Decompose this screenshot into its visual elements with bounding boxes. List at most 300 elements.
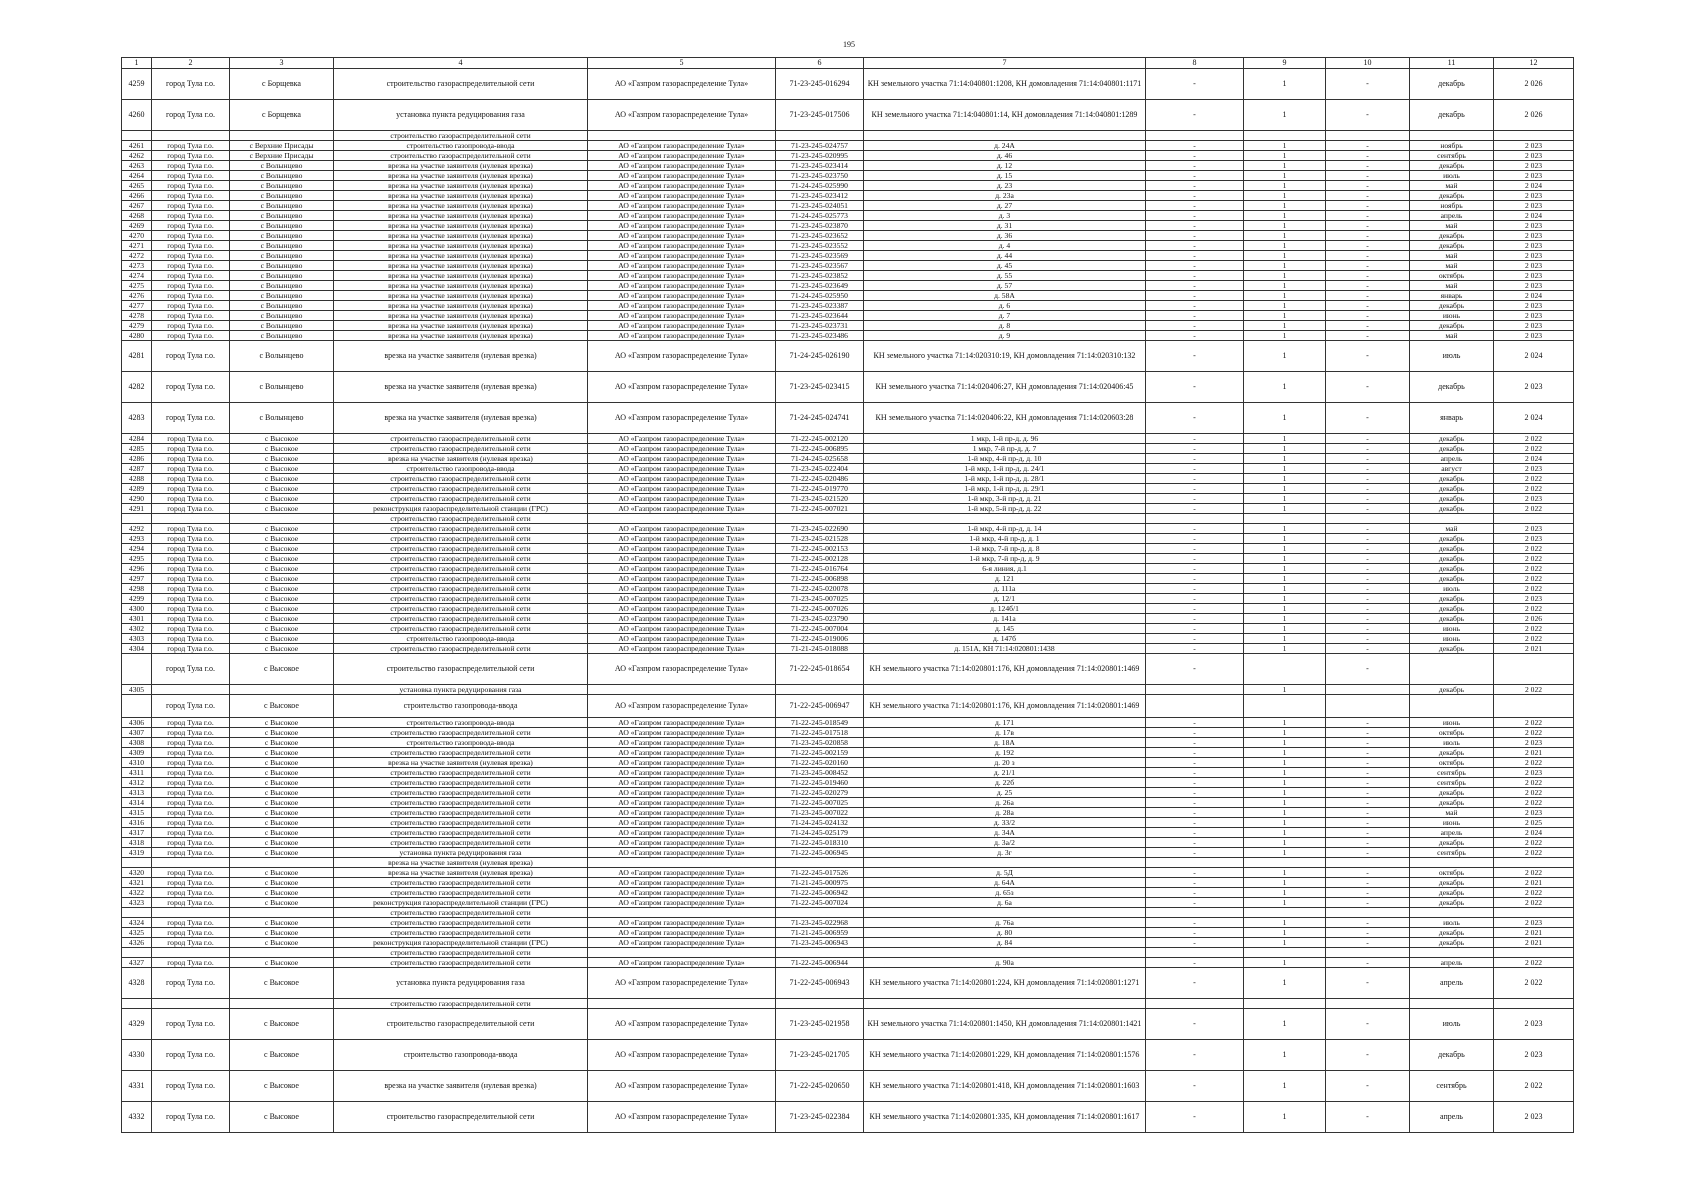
cell-col-6: 71-22-245-018654 <box>776 654 864 685</box>
cell-col-7: КН земельного участка 71:14:040801:1208, КН домовладения 71:14:040801:1171 <box>864 69 1146 100</box>
table-row <box>122 848 1574 858</box>
cell-col-12: 2 023 <box>1494 311 1574 321</box>
cell-col-8 <box>1146 908 1244 918</box>
cell-col-7: КН земельного участка 71:14:020801:229, КН домовладения 71:14:020801:1576 <box>864 1040 1146 1071</box>
cell-col-1 <box>122 999 152 1009</box>
cell-col-7: д. 18А <box>864 738 1146 748</box>
cell-col-5: АО «Газпром газораспределение Тула» <box>588 958 776 968</box>
cell-col-6: 71-22-245-017518 <box>776 728 864 738</box>
cell-col-7: д. 25 <box>864 788 1146 798</box>
cell-col-7: КН земельного участка 71:14:020801:418, КН домовладения 71:14:020801:1603 <box>864 1071 1146 1102</box>
cell-col-3: с Волынцево <box>230 403 334 434</box>
cell-col-11: октябрь <box>1410 758 1494 768</box>
cell-col-1: 4332 <box>122 1102 152 1133</box>
cell-col-9: 1 <box>1244 372 1326 403</box>
cell-col-6: 71-23-245-023486 <box>776 331 864 341</box>
cell-col-10: - <box>1326 654 1410 685</box>
cell-col-2: город Тула г.о. <box>152 958 230 968</box>
cell-col-2: город Тула г.о. <box>152 768 230 778</box>
cell-col-6: 71-23-245-007025 <box>776 594 864 604</box>
cell-col-4: строительство газораспределительной сети <box>334 838 588 848</box>
cell-col-5 <box>588 908 776 918</box>
cell-col-10: - <box>1326 331 1410 341</box>
cell-col-8: - <box>1146 898 1244 908</box>
table-row <box>122 504 1574 514</box>
cell-col-6: 71-23-245-023852 <box>776 271 864 281</box>
cell-col-9: 1 <box>1244 241 1326 251</box>
cell-col-8 <box>1146 514 1244 524</box>
cell-col-7: 1-й мкр, 3-й пр-д, д. 21 <box>864 494 1146 504</box>
cell-col-6: 71-22-245-006945 <box>776 848 864 858</box>
cell-col-7: 1-й мкр, 5-й пр-д, д. 22 <box>864 504 1146 514</box>
cell-col-10: - <box>1326 614 1410 624</box>
cell-col-1: 4300 <box>122 604 152 614</box>
cell-col-10: - <box>1326 768 1410 778</box>
cell-col-5: АО «Газпром газораспределение Тула» <box>588 898 776 908</box>
cell-col-11: июнь <box>1410 634 1494 644</box>
cell-col-3: с Высокое <box>230 968 334 999</box>
cell-col-5: АО «Газпром газораспределение Тула» <box>588 534 776 544</box>
cell-col-3 <box>230 131 334 141</box>
cell-col-12 <box>1494 654 1574 685</box>
cell-col-2: город Тула г.о. <box>152 544 230 554</box>
cell-col-1: 4290 <box>122 494 152 504</box>
cell-col-7: КН земельного участка 71:14:020801:176, КН домовладения 71:14:020801:1469 <box>864 654 1146 685</box>
cell-col-5: АО «Газпром газораспределение Тула» <box>588 828 776 838</box>
cell-col-7: 1-й мкр, 4-й пр-д, д. 14 <box>864 524 1146 534</box>
cell-col-5: АО «Газпром газораспределение Тула» <box>588 454 776 464</box>
cell-col-12: 2 023 <box>1494 524 1574 534</box>
cell-col-7: д. 44 <box>864 251 1146 261</box>
cell-col-7 <box>864 514 1146 524</box>
cell-col-8: - <box>1146 211 1244 221</box>
cell-col-8: - <box>1146 372 1244 403</box>
cell-col-9: 1 <box>1244 634 1326 644</box>
cell-col-10: - <box>1326 584 1410 594</box>
cell-col-6: 71-23-245-020858 <box>776 738 864 748</box>
cell-col-5: АО «Газпром газораспределение Тула» <box>588 241 776 251</box>
table-row <box>122 331 1574 341</box>
cell-col-12: 2 024 <box>1494 828 1574 838</box>
cell-col-1: 4325 <box>122 928 152 938</box>
cell-col-6: 71-22-245-006898 <box>776 574 864 584</box>
cell-col-10: - <box>1326 1040 1410 1071</box>
cell-col-3: с Высокое <box>230 798 334 808</box>
cell-col-1: 4278 <box>122 311 152 321</box>
table-row <box>122 695 1574 718</box>
cell-col-5: АО «Газпром газораспределение Тула» <box>588 281 776 291</box>
cell-col-9: 1 <box>1244 534 1326 544</box>
cell-col-4: строительство газораспределительной сети <box>334 484 588 494</box>
cell-col-4: строительство газораспределительной сети <box>334 514 588 524</box>
cell-col-3: с Высокое <box>230 718 334 728</box>
column-header-11: 11 <box>1410 58 1494 69</box>
table-row <box>122 778 1574 788</box>
cell-col-10: - <box>1326 624 1410 634</box>
cell-col-2: город Тула г.о. <box>152 504 230 514</box>
cell-col-3: с Волынцево <box>230 372 334 403</box>
cell-col-5: АО «Газпром газораспределение Тула» <box>588 484 776 494</box>
cell-col-4: врезка на участке заявителя (нулевая врезка) <box>334 321 588 331</box>
cell-col-9 <box>1244 514 1326 524</box>
cell-col-10: - <box>1326 403 1410 434</box>
table-row <box>122 634 1574 644</box>
cell-col-11: декабрь <box>1410 878 1494 888</box>
cell-col-5: АО «Газпром газораспределение Тула» <box>588 644 776 654</box>
cell-col-3: с Высокое <box>230 758 334 768</box>
cell-col-8: - <box>1146 644 1244 654</box>
cell-col-9: 1 <box>1244 604 1326 614</box>
cell-col-2: город Тула г.о. <box>152 918 230 928</box>
cell-col-6: 71-23-245-023415 <box>776 372 864 403</box>
cell-col-10: - <box>1326 341 1410 372</box>
cell-col-2: город Тула г.о. <box>152 564 230 574</box>
cell-col-2: город Тула г.о. <box>152 151 230 161</box>
cell-col-9 <box>1244 999 1326 1009</box>
cell-col-1: 4259 <box>122 69 152 100</box>
cell-col-6: 71-22-245-002159 <box>776 748 864 758</box>
cell-col-11: май <box>1410 261 1494 271</box>
cell-col-2: город Тула г.о. <box>152 878 230 888</box>
cell-col-6: 71-23-245-021528 <box>776 534 864 544</box>
cell-col-3: с Высокое <box>230 888 334 898</box>
cell-col-8: - <box>1146 484 1244 494</box>
table-row <box>122 999 1574 1009</box>
cell-col-6: 71-23-245-022968 <box>776 918 864 928</box>
cell-col-11: апрель <box>1410 1102 1494 1133</box>
cell-col-6: 71-23-245-023644 <box>776 311 864 321</box>
cell-col-8: - <box>1146 768 1244 778</box>
cell-col-6: 71-23-245-023569 <box>776 251 864 261</box>
table-row <box>122 281 1574 291</box>
cell-col-12: 2 021 <box>1494 748 1574 758</box>
cell-col-5: АО «Газпром газораспределение Тула» <box>588 818 776 828</box>
cell-col-7: д. 65з <box>864 888 1146 898</box>
cell-col-7: д. 17в <box>864 728 1146 738</box>
cell-col-12: 2 023 <box>1494 594 1574 604</box>
cell-col-3: с Высокое <box>230 828 334 838</box>
cell-col-11: декабрь <box>1410 1040 1494 1071</box>
cell-col-5: АО «Газпром газораспределение Тула» <box>588 544 776 554</box>
cell-col-7: КН земельного участка 71:14:020801:1450, КН домовладения 71:14:020801:1421 <box>864 1009 1146 1040</box>
cell-col-4: реконструкция газораспределительной станции (ГРС) <box>334 898 588 908</box>
cell-col-7: д. 5Д <box>864 868 1146 878</box>
cell-col-8: - <box>1146 808 1244 818</box>
cell-col-11: сентябрь <box>1410 778 1494 788</box>
cell-col-6: 71-22-245-007021 <box>776 504 864 514</box>
cell-col-12: 2 025 <box>1494 818 1574 828</box>
cell-col-2: город Тула г.о. <box>152 494 230 504</box>
cell-col-1 <box>122 908 152 918</box>
cell-col-7: д. 58А <box>864 291 1146 301</box>
cell-col-8: - <box>1146 141 1244 151</box>
cell-col-10 <box>1326 514 1410 524</box>
cell-col-7: д. 24А <box>864 141 1146 151</box>
cell-col-6: 71-24-245-025658 <box>776 454 864 464</box>
cell-col-6: 71-23-245-007022 <box>776 808 864 818</box>
cell-col-4: строительство газораспределительной сети <box>334 614 588 624</box>
table-row <box>122 594 1574 604</box>
cell-col-5: АО «Газпром газораспределение Тула» <box>588 808 776 818</box>
cell-col-12: 2 022 <box>1494 584 1574 594</box>
cell-col-2: город Тула г.о. <box>152 251 230 261</box>
table-row <box>122 261 1574 271</box>
cell-col-2: город Тула г.о. <box>152 321 230 331</box>
cell-col-7: д. 31 <box>864 221 1146 231</box>
cell-col-3: с Волынцево <box>230 211 334 221</box>
cell-col-6: 71-22-245-006947 <box>776 695 864 718</box>
table-row <box>122 251 1574 261</box>
cell-col-2: город Тула г.о. <box>152 141 230 151</box>
cell-col-7: д. 21/1 <box>864 768 1146 778</box>
cell-col-11: декабрь <box>1410 191 1494 201</box>
cell-col-9: 1 <box>1244 544 1326 554</box>
cell-col-8: - <box>1146 748 1244 758</box>
cell-col-4: строительство газораспределительной сети <box>334 434 588 444</box>
cell-col-8: - <box>1146 888 1244 898</box>
cell-col-2: город Тула г.о. <box>152 624 230 634</box>
cell-col-1: 4329 <box>122 1009 152 1040</box>
cell-col-8: - <box>1146 818 1244 828</box>
cell-col-7: д. 20 з <box>864 758 1146 768</box>
cell-col-11: декабрь <box>1410 938 1494 948</box>
cell-col-8: - <box>1146 584 1244 594</box>
table-row <box>122 341 1574 372</box>
cell-col-5: АО «Газпром газораспределение Тула» <box>588 331 776 341</box>
cell-col-5: АО «Газпром газораспределение Тула» <box>588 614 776 624</box>
cell-col-8: - <box>1146 171 1244 181</box>
cell-col-10: - <box>1326 644 1410 654</box>
cell-col-12: 2 022 <box>1494 564 1574 574</box>
column-header-6: 6 <box>776 58 864 69</box>
table-row <box>122 938 1574 948</box>
cell-col-8: - <box>1146 634 1244 644</box>
cell-col-12: 2 024 <box>1494 291 1574 301</box>
cell-col-10: - <box>1326 888 1410 898</box>
cell-col-3: с Волынцево <box>230 231 334 241</box>
cell-col-3: с Волынцево <box>230 191 334 201</box>
cell-col-1: 4279 <box>122 321 152 331</box>
cell-col-4: строительство газораспределительной сети <box>334 624 588 634</box>
cell-col-8: - <box>1146 878 1244 888</box>
cell-col-1: 4327 <box>122 958 152 968</box>
cell-col-8: - <box>1146 574 1244 584</box>
cell-col-10: - <box>1326 838 1410 848</box>
cell-col-5: АО «Газпром газораспределение Тула» <box>588 1102 776 1133</box>
cell-col-12: 2 022 <box>1494 848 1574 858</box>
cell-col-11: октябрь <box>1410 728 1494 738</box>
table-row <box>122 958 1574 968</box>
cell-col-8: - <box>1146 838 1244 848</box>
cell-col-3: с Высокое <box>230 584 334 594</box>
cell-col-4: установка пункта редуцирования газа <box>334 968 588 999</box>
cell-col-12: 2 023 <box>1494 271 1574 281</box>
cell-col-12: 2 022 <box>1494 888 1574 898</box>
cell-col-1: 4288 <box>122 474 152 484</box>
cell-col-5: АО «Газпром газораспределение Тула» <box>588 494 776 504</box>
table-row <box>122 1071 1574 1102</box>
cell-col-11: октябрь <box>1410 271 1494 281</box>
cell-col-6: 71-23-245-023387 <box>776 301 864 311</box>
cell-col-1: 4311 <box>122 768 152 778</box>
cell-col-2: город Тула г.о. <box>152 748 230 758</box>
cell-col-9: 1 <box>1244 614 1326 624</box>
cell-col-1: 4283 <box>122 403 152 434</box>
cell-col-4: строительство газораспределительной сети <box>334 888 588 898</box>
cell-col-12 <box>1494 858 1574 868</box>
cell-col-1: 4291 <box>122 504 152 514</box>
cell-col-3: с Высокое <box>230 1071 334 1102</box>
cell-col-4: строительство газораспределительной сети <box>334 748 588 758</box>
cell-col-11: апрель <box>1410 828 1494 838</box>
cell-col-3: с Волынцево <box>230 301 334 311</box>
cell-col-7: д. 15 <box>864 171 1146 181</box>
cell-col-4: строительство газораспределительной сети <box>334 69 588 100</box>
cell-col-6: 71-22-245-020078 <box>776 584 864 594</box>
cell-col-11: декабрь <box>1410 241 1494 251</box>
cell-col-9: 1 <box>1244 728 1326 738</box>
cell-col-1: 4306 <box>122 718 152 728</box>
cell-col-10: - <box>1326 454 1410 464</box>
cell-col-4: врезка на участке заявителя (нулевая врезка) <box>334 1071 588 1102</box>
cell-col-5: АО «Газпром газораспределение Тула» <box>588 768 776 778</box>
cell-col-6: 71-22-245-006943 <box>776 968 864 999</box>
cell-col-10: - <box>1326 778 1410 788</box>
cell-col-3: с Высокое <box>230 614 334 624</box>
cell-col-1: 4294 <box>122 544 152 554</box>
cell-col-2: город Тула г.о. <box>152 695 230 718</box>
cell-col-7: д. 3г <box>864 848 1146 858</box>
cell-col-8: - <box>1146 524 1244 534</box>
cell-col-11 <box>1410 695 1494 718</box>
table-row <box>122 818 1574 828</box>
cell-col-8: - <box>1146 494 1244 504</box>
cell-col-5 <box>588 999 776 1009</box>
cell-col-7: д. 27 <box>864 201 1146 211</box>
cell-col-9: 1 <box>1244 788 1326 798</box>
cell-col-10: - <box>1326 434 1410 444</box>
cell-col-2 <box>152 948 230 958</box>
cell-col-6: 71-22-245-017526 <box>776 868 864 878</box>
cell-col-11: апрель <box>1410 958 1494 968</box>
table-row <box>122 908 1574 918</box>
cell-col-10: - <box>1326 484 1410 494</box>
cell-col-9: 1 <box>1244 403 1326 434</box>
cell-col-4: врезка на участке заявителя (нулевая врезка) <box>334 221 588 231</box>
cell-col-9: 1 <box>1244 1040 1326 1071</box>
cell-col-6: 71-23-245-021520 <box>776 494 864 504</box>
table-row <box>122 654 1574 685</box>
cell-col-3: с Высокое <box>230 494 334 504</box>
cell-col-4: строительство газораспределительной сети <box>334 878 588 888</box>
cell-col-3: с Высокое <box>230 695 334 718</box>
cell-col-6 <box>776 999 864 1009</box>
cell-col-11: декабрь <box>1410 544 1494 554</box>
cell-col-7 <box>864 948 1146 958</box>
table-row <box>122 221 1574 231</box>
cell-col-8: - <box>1146 544 1244 554</box>
cell-col-3: с Волынцево <box>230 221 334 231</box>
cell-col-12: 2 022 <box>1494 968 1574 999</box>
cell-col-10: - <box>1326 718 1410 728</box>
cell-col-10 <box>1326 999 1410 1009</box>
cell-col-8: - <box>1146 464 1244 474</box>
cell-col-7: КН земельного участка 71:14:020406:27, КН домовладения 71:14:020406:45 <box>864 372 1146 403</box>
cell-col-12: 2 022 <box>1494 898 1574 908</box>
cell-col-11: сентябрь <box>1410 151 1494 161</box>
cell-col-1: 4310 <box>122 758 152 768</box>
cell-col-7: д. 26а <box>864 798 1146 808</box>
cell-col-2: город Тула г.о. <box>152 534 230 544</box>
cell-col-10 <box>1326 858 1410 868</box>
cell-col-2: город Тула г.о. <box>152 403 230 434</box>
cell-col-2: город Тула г.о. <box>152 808 230 818</box>
cell-col-11: декабрь <box>1410 494 1494 504</box>
cell-col-3: с Высокое <box>230 524 334 534</box>
cell-col-10: - <box>1326 868 1410 878</box>
cell-col-12: 2 022 <box>1494 634 1574 644</box>
cell-col-7: д. 9 <box>864 331 1146 341</box>
cell-col-11: октябрь <box>1410 868 1494 878</box>
cell-col-7: д. 3а/2 <box>864 838 1146 848</box>
cell-col-2: город Тула г.о. <box>152 171 230 181</box>
cell-col-8: - <box>1146 778 1244 788</box>
table-row <box>122 928 1574 938</box>
cell-col-4: врезка на участке заявителя (нулевая врезка) <box>334 301 588 311</box>
cell-col-2: город Тула г.о. <box>152 788 230 798</box>
cell-col-8: - <box>1146 1071 1244 1102</box>
cell-col-10: - <box>1326 141 1410 151</box>
column-header-9: 9 <box>1244 58 1326 69</box>
cell-col-7: д. 4 <box>864 241 1146 251</box>
cell-col-3: с Высокое <box>230 808 334 818</box>
table-row <box>122 454 1574 464</box>
cell-col-1: 4280 <box>122 331 152 341</box>
cell-col-3: с Высокое <box>230 878 334 888</box>
cell-col-5: АО «Газпром газораспределение Тула» <box>588 291 776 301</box>
cell-col-6: 71-22-245-018310 <box>776 838 864 848</box>
cell-col-12: 2 023 <box>1494 321 1574 331</box>
cell-col-2: город Тула г.о. <box>152 464 230 474</box>
cell-col-3: с Волынцево <box>230 171 334 181</box>
cell-col-12: 2 021 <box>1494 938 1574 948</box>
cell-col-11: июнь <box>1410 624 1494 634</box>
cell-col-9: 1 <box>1244 291 1326 301</box>
table-row <box>122 403 1574 434</box>
cell-col-7: д. 55 <box>864 271 1146 281</box>
cell-col-11: декабрь <box>1410 574 1494 584</box>
table-row <box>122 141 1574 151</box>
table-row <box>122 131 1574 141</box>
cell-col-1: 4265 <box>122 181 152 191</box>
table-row <box>122 918 1574 928</box>
cell-col-4: строительство газораспределительной сети <box>334 948 588 958</box>
cell-col-7: 1-й мкр, 7-й пр-д, д. 8 <box>864 544 1146 554</box>
cell-col-11: май <box>1410 251 1494 261</box>
cell-col-2: город Тула г.о. <box>152 291 230 301</box>
cell-col-7: д. 90а <box>864 958 1146 968</box>
cell-col-10: - <box>1326 728 1410 738</box>
cell-col-5: АО «Газпром газораспределение Тула» <box>588 634 776 644</box>
cell-col-1: 4318 <box>122 838 152 848</box>
cell-col-4: строительство газораспределительной сети <box>334 131 588 141</box>
cell-col-3: с Высокое <box>230 788 334 798</box>
cell-col-1: 4312 <box>122 778 152 788</box>
cell-col-4: врезка на участке заявителя (нулевая врезка) <box>334 161 588 171</box>
cell-col-9 <box>1244 654 1326 685</box>
table-row <box>122 604 1574 614</box>
cell-col-9: 1 <box>1244 301 1326 311</box>
